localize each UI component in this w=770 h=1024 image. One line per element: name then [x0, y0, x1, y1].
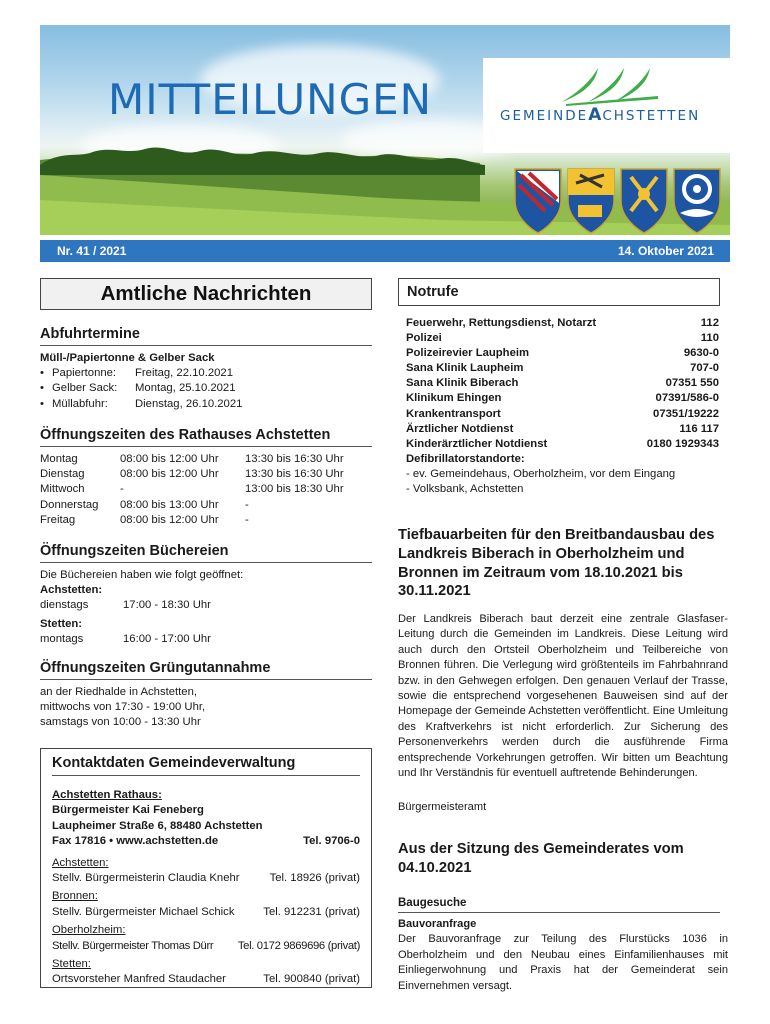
- buecherei-title: Öffnungszeiten Büchereien: [40, 543, 372, 563]
- deputy-place: Bronnen:: [52, 890, 98, 903]
- kontakt-box: [40, 748, 372, 988]
- coat-of-arms-row: [513, 165, 723, 235]
- gruengut-section: [40, 660, 372, 731]
- notrufe-header-box: [398, 278, 720, 306]
- crest-achstetten-icon: [515, 169, 561, 233]
- buecherei-location: Stetten:: [40, 617, 83, 630]
- logo-wordmark: GEMEINDEACHSTETTEN: [500, 105, 701, 125]
- bauvoranfrage-item: [398, 917, 728, 994]
- table-row: Donnerstag 08:00 bis 13:00 Uhr -: [40, 498, 249, 511]
- table-row: montags 16:00 - 17:00 Uhr: [40, 632, 211, 645]
- table-row: Freitag 08:00 bis 12:00 Uhr -: [40, 513, 249, 526]
- notrufe-list: [406, 316, 719, 497]
- deputy-row: Stellv. Bürgermeister Thomas Dürr Tel. 0172 9869696 (privat): [52, 939, 360, 952]
- notrufe-title: Notrufe: [407, 284, 459, 300]
- table-row: Mittwoch - 13:00 bis 18:30 Uhr: [40, 483, 344, 496]
- table-row: Kinderärztlicher Notdienst 0180 1929343: [406, 437, 719, 450]
- text-line: mittwochs von 17:30 - 19:00 Uhr,: [40, 701, 206, 714]
- gruengut-title: Öffnungszeiten Grüngutannahme: [40, 660, 372, 680]
- left-column: [40, 278, 372, 310]
- header-banner: [40, 25, 730, 235]
- issue-number: Nr. 41 / 2021: [57, 244, 127, 258]
- buecherei-intro: Die Büchereien haben wie folgt geöffnet:: [40, 569, 244, 581]
- defi-title: Defibrillatorstandorte:: [406, 452, 525, 465]
- text-line: an der Riedhalde in Achstetten,: [40, 686, 198, 698]
- rathaus-title: Öffnungszeiten des Rathauses Achstetten: [40, 427, 372, 447]
- article-headline: Aus der Sitzung des Gemeinderates vom 04.10.2021: [398, 841, 684, 876]
- deputy-row: Stellv. Bürgermeister Michael Schick Tel. 912231 (privat): [52, 905, 360, 918]
- abfuhr-section: [40, 326, 372, 412]
- crest-stetten-icon: [674, 169, 720, 233]
- list-item: • Papiertonne: Freitag, 22.10.2021: [40, 367, 233, 380]
- table-row: Klinikum Ehingen 07391/586-0: [406, 392, 719, 405]
- table-row: Sana Klinik Laupheim 707-0: [406, 362, 719, 375]
- table-row: Montag 08:00 bis 12:00 Uhr 13:30 bis 16:30 Uhr: [40, 453, 344, 465]
- deputy-row: Ortsvorsteher Manfred Staudacher Tel. 900840 (privat): [52, 973, 360, 986]
- table-row: Feuerwehr, Rettungsdienst, Notarzt 112: [406, 317, 719, 329]
- defi-location: - Volksbank, Achstetten: [406, 483, 524, 496]
- list-item: • Gelber Sack: Montag, 25.10.2021: [40, 382, 236, 395]
- table-row: Ärztlicher Notdienst 116 117: [406, 422, 719, 435]
- table-row: dienstags 17:00 - 18:30 Uhr: [40, 599, 211, 612]
- deputy-row: Stellv. Bürgermeisterin Claudia Knehr Tel. 18926 (privat): [52, 872, 360, 885]
- issue-bar: [40, 240, 730, 262]
- kontakt-rathaus-label: Achstetten Rathaus:: [52, 789, 162, 801]
- issue-date: 14. Oktober 2021: [617, 244, 714, 258]
- deputy-place: Oberholzheim:: [52, 924, 126, 937]
- table-row: Sana Klinik Biberach 07351 550: [406, 377, 719, 390]
- abfuhr-title: Abfuhrtermine: [40, 326, 372, 346]
- kontakt-mayor: Bürgermeister Kai Feneberg: [52, 804, 204, 817]
- table-row: Krankentransport 07351/19222: [406, 407, 719, 420]
- buecherei-section: [40, 543, 372, 647]
- buecherei-location: Achstetten:: [40, 584, 103, 597]
- item-title: Bauvoranfrage: [398, 918, 477, 930]
- logo-leaf-icon: [558, 62, 678, 106]
- section-heading-amtliche-nachrichten: Amtliche Nachrichten: [40, 278, 372, 310]
- kontakt-address: Laupheimer Straße 6, 88480 Achstetten: [52, 819, 263, 832]
- subsection-title: Baugesuche: [398, 897, 720, 913]
- kontakt-fax-web: Fax 17816 • www.achstetten.de Tel. 9706-0: [52, 835, 360, 848]
- article-body: Der Landkreis Biberach baut derzeit eine zentrale Glasfaser-Leitung durch die Gemeinden im Landkreis. Diese Leitung wird auch durch den Ortsteil Oberholzheim und Teilbereiche von Bronnen führen. Die Verlegung wird größtenteils im Fahrbahnrand bzw. in den Gehwegen erfolgen. Den genauen Verlauf der Trasse, sowie die entsprechend vorgesehenen Bauweisen sind auf der Homepage der Gemeinde Achstetten veröffentlicht. Eine Umleitung des Kraftverkehrs ist nicht erforderlich. Zur Sicherung des Personenverkehrs werden durch die ausführende Firma entsprechende Vorkehrungen getroffen. Wir bitten um Beachtung und Ihr Verständnis für eventuell auftretende Behinderungen.: [398, 613, 728, 780]
- article-signature: Bürgermeisteramt: [398, 801, 487, 813]
- text-line: samstags von 10:00 - 13:30 Uhr: [40, 716, 201, 729]
- table-row: Dienstag 08:00 bis 12:00 Uhr 13:30 bis 16:30 Uhr: [40, 468, 344, 481]
- list-item: • Müllabfuhr: Dienstag, 26.10.2021: [40, 397, 243, 410]
- article-headline: Tiefbauarbeiten für den Breitbandausbau des Landkreis Biberach in Oberholzheim und Bronnen im Zeitraum vom 18.10.2021 bis 30.11.2021: [398, 527, 715, 600]
- deputy-place: Stetten:: [52, 958, 91, 971]
- municipality-logo: [483, 58, 730, 153]
- masthead-title: MITTEILUNGEN: [108, 75, 433, 124]
- crest-bronnen-icon: [568, 169, 614, 233]
- kontakt-title: Kontaktdaten Gemeindeverwaltung: [52, 755, 360, 776]
- rathaus-hours-section: [40, 427, 372, 528]
- defi-location: - ev. Gemeindehaus, Oberholzheim, vor dem Eingang: [406, 467, 676, 480]
- deputy-place: Achstetten:: [52, 856, 109, 869]
- table-row: Polizeirevier Laupheim 9630-0: [406, 347, 719, 360]
- crest-oberholzheim-icon: [621, 169, 667, 233]
- abfuhr-subtitle: Müll-/Papiertonne & Gelber Sack: [40, 352, 215, 364]
- item-text: Der Bauvoranfrage zur Teilung des Flurstücks 1036 in Oberholzheim und den Neubau eines Einfamilienhauses mit Einliegerwohnung und Praxis hat der Gemeinderat sein Einvernehmen versagt.: [398, 933, 728, 992]
- table-row: Polizei 110: [406, 332, 719, 345]
